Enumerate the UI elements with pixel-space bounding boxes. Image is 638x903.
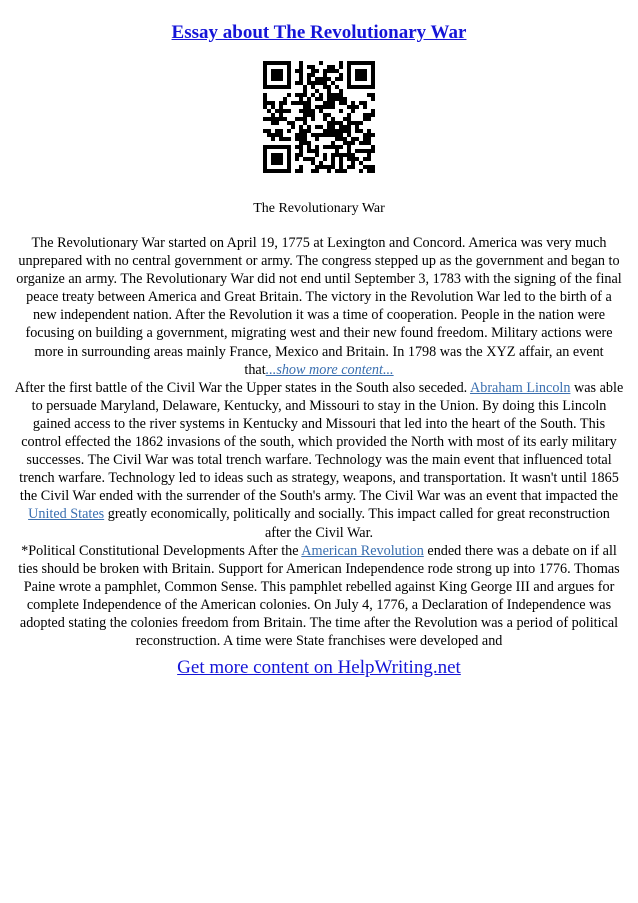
paragraph-1-text: The Revolutionary War started on April 19, 1775 at Lexington and Concord. America was very much unprepared with no central government or army. The congress stepped up as the government and began to organize an army. The Revolutionary War did not end until September 3, 1783 with the signing of the final peace treaty between America and Great Britain. The victory in the Revolution War led to the birth of a new independent nation. After the Revolution it was a time of cooperation. People in the nation were focusing on building a government, migrating west and their new found freedom. Military actions were more in surrounding areas mainly France, Mexico and Britain. In 1798 was the XYZ affair, an event that — [16, 235, 622, 378]
show-more-link[interactable]: ...show more content... — [265, 361, 394, 378]
paragraph-3-text-b: ended there was a debate on if all ties should be broken with Britain. Support for American Independence rode strong up into 1776. Thomas Paine wrote a pamphlet, Common Sense. This pamphlet rebelled against King George III and argues for complete Independence of the American colonies. On July 4, 1776, a Declaration of Independence was adopted stating the colonies freedom from Britain. The time after the Revolution was a period of political reconstruction. A time were State franchises were developed and — [18, 542, 620, 650]
paragraph-2-text-b: was able to persuade Maryland, Delaware, Kentucky, and Missouri to stay in the Union. By doing this Lincoln gained access to the river systems in Kentucky and Missouri that led into the heart of the South. This control effected the 1862 invasions of the south, which provided the North with most of its early military successes. The Civil War was total trench warfare. Technology was the main event that influenced total trench warfare. Technology led to ideas such as strategy, weapons, and transportation. It wasn't until 1865 the Civil War ended with the surrender of the South's army. The Civil War was an event that impacted the — [19, 379, 624, 505]
paragraph-2-text-a: After the first battle of the Civil War the Upper states in the South also seceded. — [14, 379, 468, 396]
paragraph-2-text-c: greatly economically, politically and socially. This impact called for great reconstruction after the Civil War. — [107, 506, 610, 541]
qr-code — [263, 61, 375, 173]
document-title[interactable]: Essay about The Revolutionary War — [171, 22, 467, 43]
united-states-link[interactable]: United States — [28, 506, 105, 523]
paragraph-2 — [14, 379, 624, 542]
paragraph-1 — [14, 234, 624, 379]
paragraph-3 — [14, 542, 624, 651]
get-more-content-link[interactable]: Get more content on HelpWriting.net — [177, 657, 461, 678]
paragraph-3-text-a: *Political Constitutional Developments After the — [21, 542, 299, 559]
essay-body — [14, 234, 624, 650]
abraham-lincoln-link[interactable]: Abraham Lincoln — [469, 379, 571, 396]
essay-heading: The Revolutionary War — [253, 201, 385, 216]
american-revolution-link[interactable]: American Revolution — [301, 542, 424, 559]
